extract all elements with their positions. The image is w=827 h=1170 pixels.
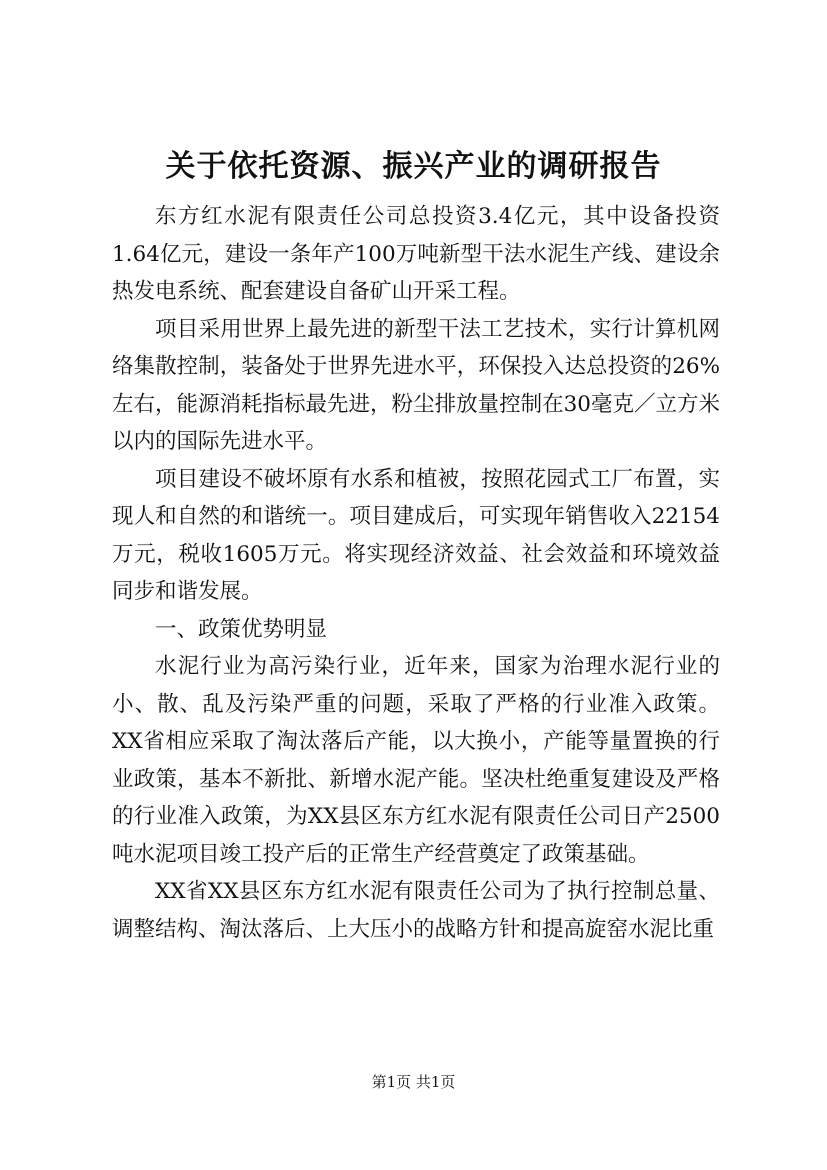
paragraph-investment: 东方红水泥有限责任公司总投资3.4亿元，其中设备投资1.64亿元，建设一条年产100万吨新型干法水泥生产线、建设余热发电系统、配套建设自备矿山开采工程。 [112, 204, 720, 304]
paragraph-environment: 项目建设不破坏原有水系和植被，按照花园式工厂布置，实现人和自然的和谐统一。项目建成后，可实现年销售收入22154万元，税收1605万元。将实现经济效益、社会效益和环境效益同步和谐发展。 [112, 466, 720, 604]
page-footer: 第1页 共1页 [371, 1073, 456, 1091]
document-body [112, 198, 720, 948]
section-heading: 一、政策优势明显 [155, 616, 328, 642]
document-title: 关于依托资源、振兴产业的调研报告 [165, 149, 662, 184]
paragraph-strategy: XX省XX县区东方红水泥有限责任公司为了执行控制总量、调整结构、淘汰落后、上大压小的战略方针和提高旋窑水泥比重 [112, 879, 720, 942]
paragraph-technology: 项目采用世界上最先进的新型干法工艺技术，实行计算机网络集散控制，装备处于世界先进水平，环保投入达总投资的26%左右，能源消耗指标最先进，粉尘排放量控制在30毫克／立方米以内的国际先进水平。 [112, 316, 720, 454]
paragraph-policy: 水泥行业为高污染行业，近年来，国家为治理水泥行业的小、散、乱及污染严重的问题，采取了严格的行业准入政策。XX省相应采取了淘汰落后产能，以大换小，产能等量置换的行业政策，基本不新批、新增水泥产能。坚决杜绝重复建设及严格的行业准入政策，为XX县区东方红水泥有限责任公司日产2500吨水泥项目竣工投产后的正常生产经营奠定了政策基础。 [112, 654, 720, 867]
